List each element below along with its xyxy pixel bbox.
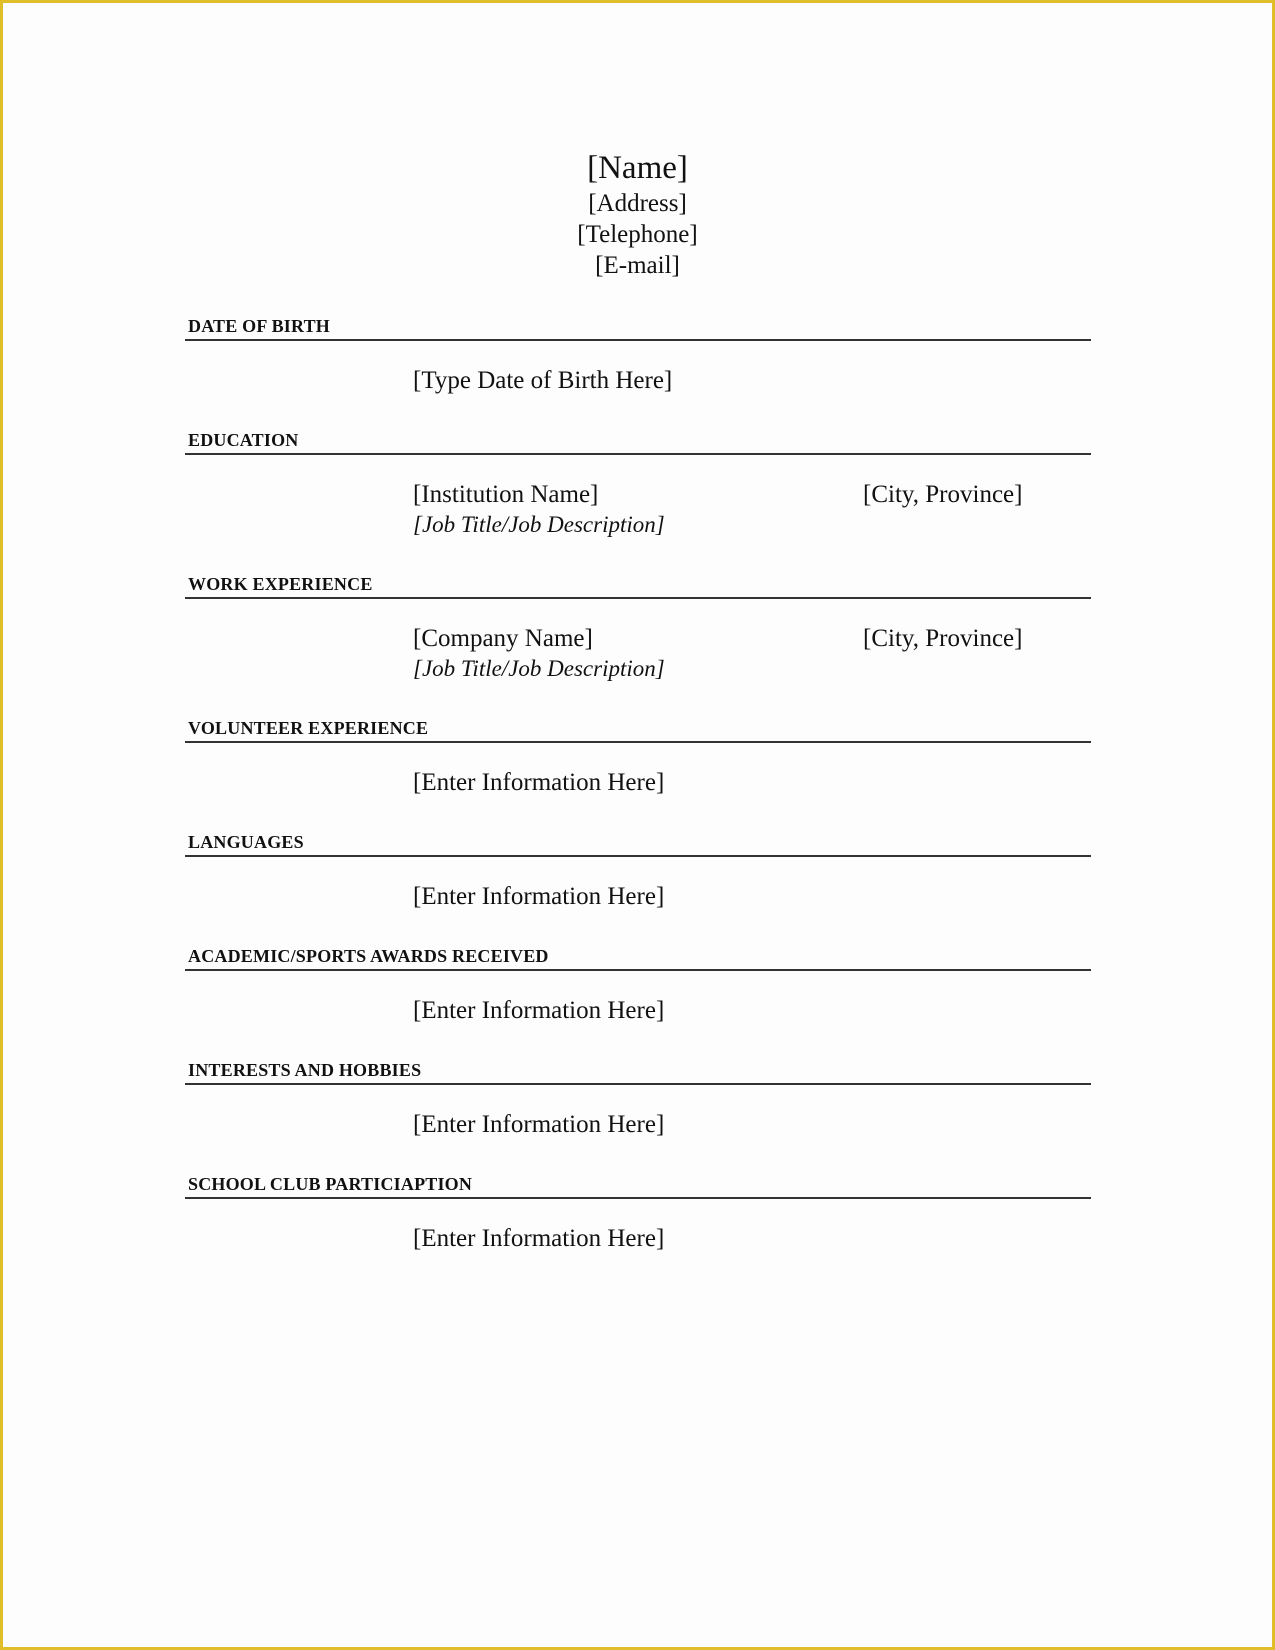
section-entry xyxy=(413,480,1091,540)
section-entry xyxy=(413,366,1091,396)
name-placeholder: [Name] xyxy=(587,150,688,186)
section-title: EDUCATION xyxy=(188,430,299,450)
section-entry xyxy=(413,996,1091,1026)
section-entry xyxy=(413,624,1091,684)
section-title: DATE OF BIRTH xyxy=(188,316,330,336)
section-languages xyxy=(185,831,1091,912)
entry-secondary: [Job Title/Job Description] xyxy=(413,512,665,537)
section-entry xyxy=(413,1224,1091,1254)
section-divider xyxy=(185,1197,1091,1199)
entry-primary: [Type Date of Birth Here] xyxy=(413,367,673,394)
section-title: WORK EXPERIENCE xyxy=(188,574,373,594)
section-awards xyxy=(185,945,1091,1026)
section-school-club xyxy=(185,1173,1091,1254)
address-placeholder: [Address] xyxy=(588,190,687,217)
section-volunteer-experience xyxy=(185,717,1091,798)
entry-primary: [Company Name] xyxy=(413,625,593,652)
section-title: LANGUAGES xyxy=(188,832,304,852)
section-title: ACADEMIC/SPORTS AWARDS RECEIVED xyxy=(188,946,549,966)
section-entry xyxy=(413,768,1091,798)
section-date-of-birth xyxy=(185,315,1091,396)
section-divider xyxy=(185,969,1091,971)
section-title: INTERESTS AND HOBBIES xyxy=(188,1060,422,1080)
section-interests-hobbies xyxy=(185,1059,1091,1140)
section-divider xyxy=(185,1083,1091,1085)
section-title: SCHOOL CLUB PARTICIAPTION xyxy=(188,1174,473,1194)
email-placeholder: [E-mail] xyxy=(595,252,680,279)
section-entry xyxy=(413,882,1091,912)
section-divider xyxy=(185,453,1091,455)
resume-header xyxy=(0,148,1275,281)
entry-secondary: [Job Title/Job Description] xyxy=(413,656,665,681)
entry-primary: [Enter Information Here] xyxy=(413,769,665,796)
section-title: VOLUNTEER EXPERIENCE xyxy=(188,718,429,738)
telephone-placeholder: [Telephone] xyxy=(577,221,698,248)
entry-location: [City, Province] xyxy=(863,625,1023,652)
section-divider xyxy=(185,741,1091,743)
section-entry xyxy=(413,1110,1091,1140)
section-divider xyxy=(185,597,1091,599)
entry-primary: [Enter Information Here] xyxy=(413,1225,665,1252)
entry-primary: [Enter Information Here] xyxy=(413,1111,665,1138)
section-education xyxy=(185,429,1091,540)
section-divider xyxy=(185,339,1091,341)
entry-primary: [Institution Name] xyxy=(413,481,599,508)
section-divider xyxy=(185,855,1091,857)
entry-primary: [Enter Information Here] xyxy=(413,883,665,910)
entry-primary: [Enter Information Here] xyxy=(413,997,665,1024)
section-work-experience xyxy=(185,573,1091,684)
entry-location: [City, Province] xyxy=(863,481,1023,508)
